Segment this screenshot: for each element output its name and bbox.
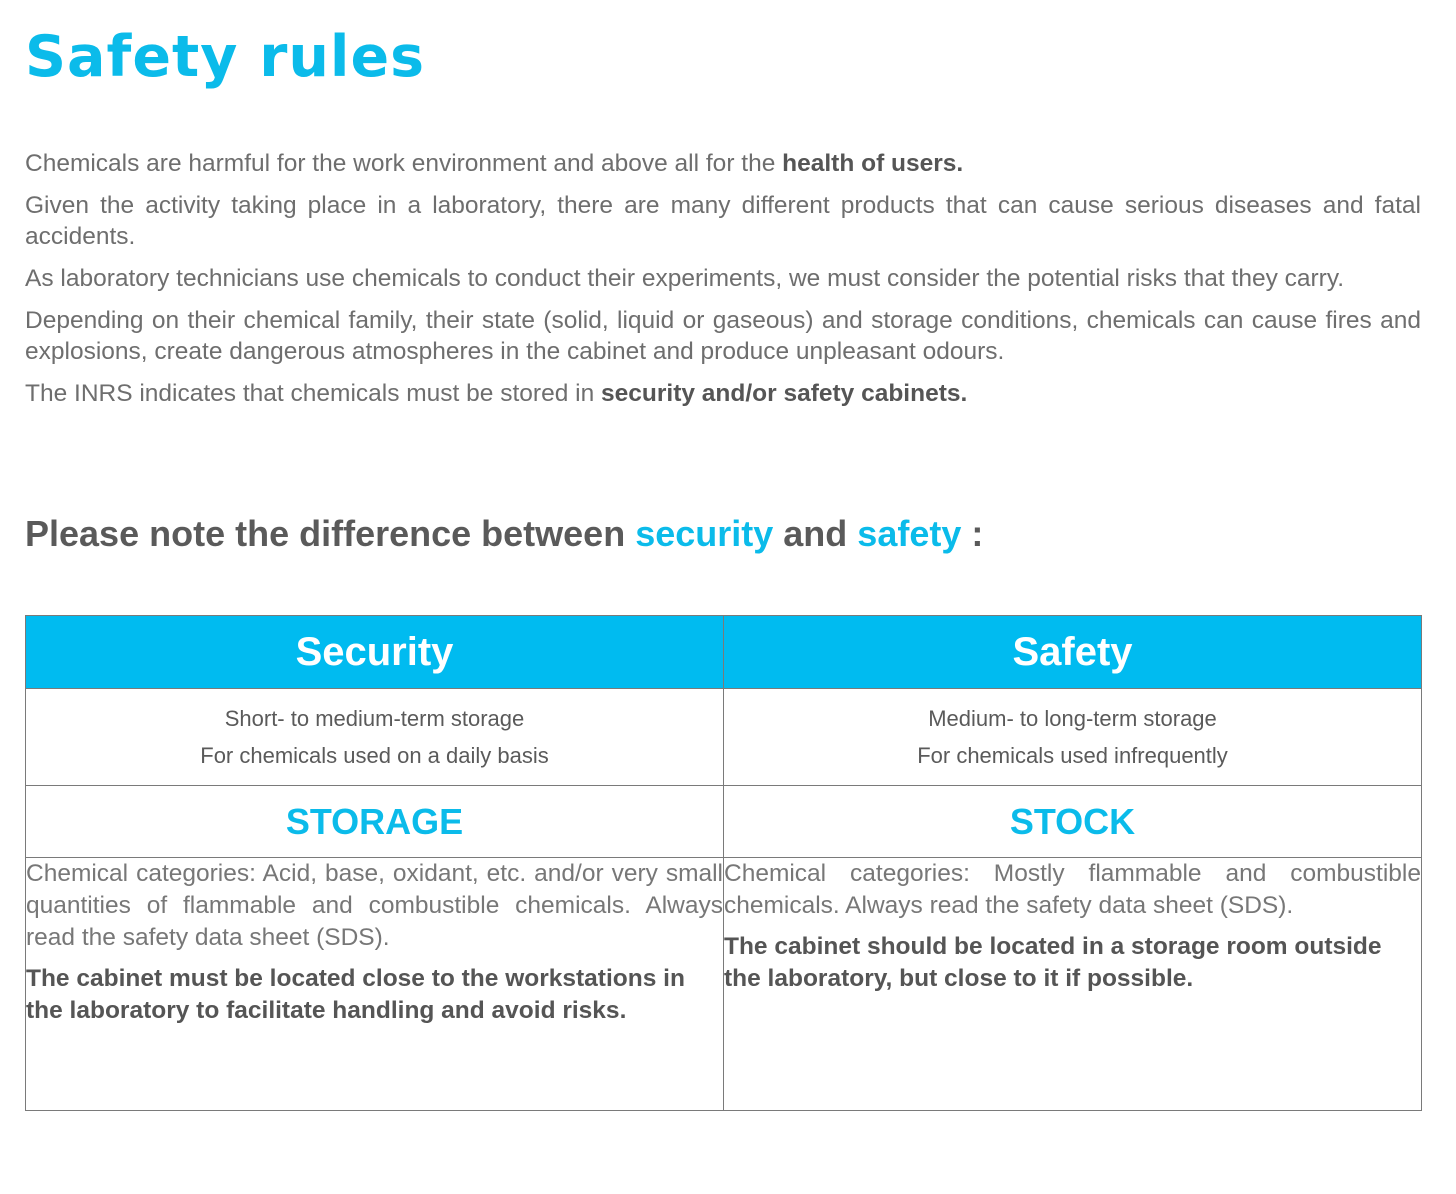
security-categories: Chemical categories: Acid, base, oxidant, etc. and/or very small quantities of flammable and combustible chemicals. Always read the safety data sheet (SDS). (26, 860, 723, 951)
section-heading-security: security (635, 513, 774, 554)
security-usage: For chemicals used on a daily basis (200, 743, 549, 768)
intro-paragraph-5-text: The INRS indicates that chemicals must be stored in (25, 380, 602, 407)
security-duration-cell (26, 689, 724, 786)
intro-paragraph-5 (25, 378, 1421, 409)
column-header-security: Security (26, 616, 724, 689)
safety-label-stock: STOCK (724, 786, 1422, 858)
table-header-row (26, 616, 1422, 689)
safety-storage-term: Medium- to long-term storage (928, 706, 1217, 731)
section-heading-middle: and (773, 513, 858, 554)
intro-paragraph-5-bold: security and/or safety cabinets. (601, 380, 968, 407)
intro-paragraph-3: As laboratory technicians use chemicals to conduct their experiments, we must consider the potential risks that they carry. (25, 265, 1345, 292)
section-heading-prefix: Please note the difference between (25, 513, 636, 554)
section-heading (25, 510, 983, 558)
intro-paragraph-2: Given the activity taking place in a laboratory, there are many different products that can cause serious diseases and fatal accidents. (25, 192, 1421, 250)
page-title: Safety rules (25, 24, 426, 90)
table-row-duration (26, 689, 1422, 786)
table-row-details (26, 858, 1422, 1111)
column-header-safety: Safety (724, 616, 1422, 689)
safety-location: The cabinet should be located in a storage room outside the laboratory, but close to it if possible. (724, 933, 1382, 992)
safety-categories: Chemical categories: Mostly flammable and combustible chemicals. Always read the safety data sheet (SDS). (724, 860, 1421, 919)
intro-section (25, 148, 1421, 420)
safety-usage: For chemicals used infrequently (917, 743, 1228, 768)
intro-paragraph-4: Depending on their chemical family, their state (solid, liquid or gaseous) and storage conditions, chemicals can cause fires and explosions, create dangerous atmospheres in the cabinet and produce unpleasant odours. (25, 307, 1421, 365)
comparison-table (25, 615, 1422, 1111)
section-heading-suffix: : (961, 513, 984, 554)
intro-paragraph-1-bold: health of users. (782, 150, 964, 177)
safety-duration-cell (724, 689, 1422, 786)
intro-paragraph-1 (25, 148, 1421, 179)
table-row-label (26, 786, 1422, 858)
security-location: The cabinet must be located close to the workstations in the laboratory to facilitate handling and avoid risks. (26, 965, 685, 1024)
security-details-cell (26, 858, 724, 1111)
intro-paragraph-1-text: Chemicals are harmful for the work environment and above all for the (25, 150, 783, 177)
security-label-storage: STORAGE (26, 786, 724, 858)
section-heading-safety: safety (857, 513, 962, 554)
security-storage-term: Short- to medium-term storage (224, 706, 525, 731)
safety-details-cell (724, 858, 1422, 1111)
